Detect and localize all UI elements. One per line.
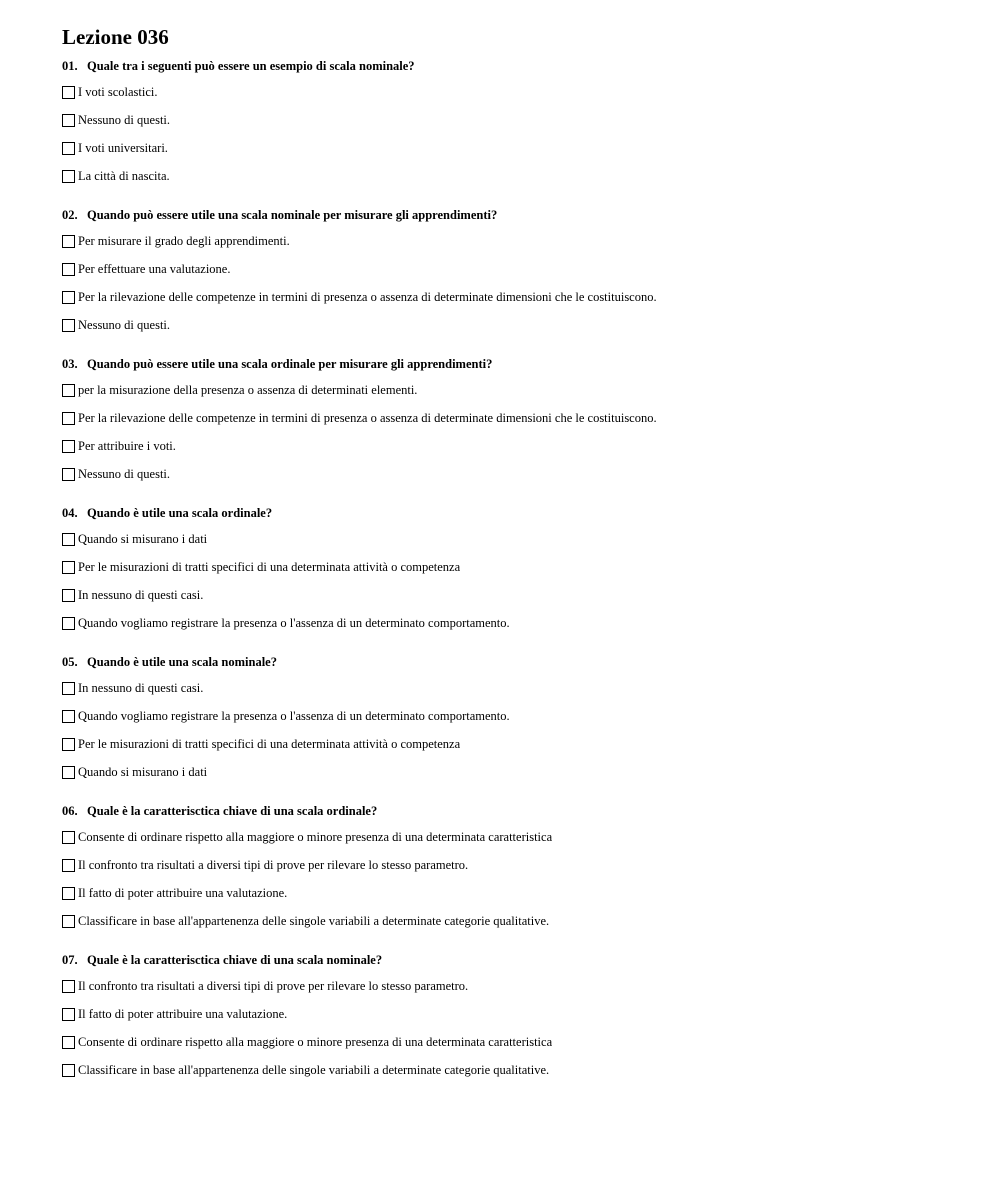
question-number: 04. [62, 506, 78, 520]
answer-label: Il fatto di poter attribuire una valutazione. [78, 1007, 288, 1021]
option-list [62, 376, 962, 488]
answer-option-1-4[interactable] [62, 162, 962, 190]
answer-label: Per le misurazioni di tratti specifici di una determinata attività o competenza [78, 560, 461, 574]
answer-checkbox[interactable] [62, 412, 75, 425]
answer-label: Per la rilevazione delle competenze in termini di presenza o assenza di determinate dimensioni che le costituiscono. [78, 411, 657, 425]
answer-option-1-1[interactable] [62, 78, 962, 106]
answer-option-4-1[interactable] [62, 525, 962, 553]
answer-option-2-2[interactable] [62, 255, 962, 283]
question-block-5 [62, 654, 962, 786]
answer-option-3-1[interactable] [62, 376, 962, 404]
answer-label: Il fatto di poter attribuire una valutazione. [78, 886, 288, 900]
answer-checkbox[interactable] [62, 114, 75, 127]
answer-checkbox[interactable] [62, 86, 75, 99]
answer-label: Nessuno di questi. [78, 318, 171, 332]
question-text: Quale tra i seguenti può essere un esempio di scala nominale? [87, 59, 415, 73]
answer-option-6-3[interactable] [62, 879, 962, 907]
answer-checkbox[interactable] [62, 859, 75, 872]
answer-option-5-4[interactable] [62, 758, 962, 786]
answer-option-4-2[interactable] [62, 553, 962, 581]
answer-option-3-2[interactable] [62, 404, 962, 432]
answer-option-3-4[interactable] [62, 460, 962, 488]
question-block-1 [62, 58, 962, 190]
answer-checkbox[interactable] [62, 766, 75, 779]
option-list [62, 972, 962, 1084]
answer-checkbox[interactable] [62, 142, 75, 155]
question-heading [62, 207, 962, 223]
answer-option-4-4[interactable] [62, 609, 962, 637]
quiz-page [62, 24, 962, 1101]
answer-checkbox[interactable] [62, 887, 75, 900]
answer-option-7-1[interactable] [62, 972, 962, 1000]
answer-label: Il confronto tra risultati a diversi tipi di prove per rilevare lo stesso parametro. [78, 858, 469, 872]
question-heading [62, 356, 962, 372]
answer-label: Quando si misurano i dati [78, 532, 208, 546]
answer-label: Il confronto tra risultati a diversi tipi di prove per rilevare lo stesso parametro. [78, 979, 469, 993]
answer-checkbox[interactable] [62, 319, 75, 332]
answer-label: Nessuno di questi. [78, 467, 171, 481]
answer-checkbox[interactable] [62, 617, 75, 630]
answer-option-7-3[interactable] [62, 1028, 962, 1056]
option-list [62, 78, 962, 190]
answer-checkbox[interactable] [62, 170, 75, 183]
answer-checkbox[interactable] [62, 831, 75, 844]
answer-label: Per la rilevazione delle competenze in termini di presenza o assenza di determinate dimensioni che le costituiscono. [78, 290, 657, 304]
answer-label: Per effettuare una valutazione. [78, 262, 231, 276]
answer-label: I voti universitari. [78, 141, 168, 155]
answer-label: Quando vogliamo registrare la presenza o l'assenza di un determinato comportamento. [78, 709, 510, 723]
answer-checkbox[interactable] [62, 440, 75, 453]
option-list [62, 674, 962, 786]
answer-option-4-3[interactable] [62, 581, 962, 609]
question-number: 01. [62, 59, 78, 73]
question-block-3 [62, 356, 962, 488]
answer-checkbox[interactable] [62, 291, 75, 304]
answer-label: Classificare in base all'appartenenza delle singole variabili a determinate categorie qualitative. [78, 1063, 550, 1077]
answer-label: Consente di ordinare rispetto alla maggiore o minore presenza di una determinata caratteristica [78, 830, 553, 844]
answer-checkbox[interactable] [62, 710, 75, 723]
option-list [62, 525, 962, 637]
question-heading [62, 654, 962, 670]
answer-checkbox[interactable] [62, 1036, 75, 1049]
answer-option-6-1[interactable] [62, 823, 962, 851]
question-text: Quale è la caratterisctica chiave di una scala ordinale? [87, 804, 378, 818]
question-block-6 [62, 803, 962, 935]
answer-option-2-3[interactable] [62, 283, 962, 311]
answer-checkbox[interactable] [62, 384, 75, 397]
answer-option-1-3[interactable] [62, 134, 962, 162]
answer-checkbox[interactable] [62, 682, 75, 695]
question-block-4 [62, 505, 962, 637]
question-text: Quale è la caratterisctica chiave di una scala nominale? [87, 953, 383, 967]
answer-option-2-4[interactable] [62, 311, 962, 339]
answer-checkbox[interactable] [62, 738, 75, 751]
question-heading [62, 58, 962, 74]
option-list [62, 823, 962, 935]
answer-checkbox[interactable] [62, 561, 75, 574]
question-number: 05. [62, 655, 78, 669]
answer-label: La città di nascita. [78, 169, 170, 183]
answer-checkbox[interactable] [62, 980, 75, 993]
answer-label: Per attribuire i voti. [78, 439, 176, 453]
question-text: Quando è utile una scala nominale? [87, 655, 277, 669]
question-text: Quando può essere utile una scala nominale per misurare gli apprendimenti? [87, 208, 498, 222]
answer-checkbox[interactable] [62, 235, 75, 248]
answer-option-7-2[interactable] [62, 1000, 962, 1028]
question-number: 07. [62, 953, 78, 967]
answer-checkbox[interactable] [62, 1008, 75, 1021]
answer-label: Quando vogliamo registrare la presenza o l'assenza di un determinato comportamento. [78, 616, 510, 630]
answer-label: Nessuno di questi. [78, 113, 171, 127]
answer-label: In nessuno di questi casi. [78, 681, 204, 695]
answer-label: Classificare in base all'appartenenza delle singole variabili a determinate categorie qualitative. [78, 914, 550, 928]
option-list [62, 227, 962, 339]
question-number: 02. [62, 208, 78, 222]
answer-label: Quando si misurano i dati [78, 765, 208, 779]
answer-label: per la misurazione della presenza o assenza di determinati elementi. [78, 383, 418, 397]
answer-option-3-3[interactable] [62, 432, 962, 460]
answer-label: I voti scolastici. [78, 85, 158, 99]
answer-label: Consente di ordinare rispetto alla maggiore o minore presenza di una determinata caratteristica [78, 1035, 553, 1049]
answer-label: Per misurare il grado degli apprendimenti. [78, 234, 290, 248]
question-text: Quando può essere utile una scala ordinale per misurare gli apprendimenti? [87, 357, 493, 371]
question-text: Quando è utile una scala ordinale? [87, 506, 273, 520]
answer-checkbox[interactable] [62, 533, 75, 546]
answer-checkbox[interactable] [62, 915, 75, 928]
answer-option-5-2[interactable] [62, 702, 962, 730]
question-number: 06. [62, 804, 78, 818]
answer-label: In nessuno di questi casi. [78, 588, 204, 602]
lesson-title: Lezione 036 [62, 25, 169, 49]
answer-option-6-4[interactable] [62, 907, 962, 935]
answer-checkbox[interactable] [62, 468, 75, 481]
answer-checkbox[interactable] [62, 263, 75, 276]
answer-option-1-2[interactable] [62, 106, 962, 134]
question-heading [62, 505, 962, 521]
answer-checkbox[interactable] [62, 1064, 75, 1077]
question-block-7 [62, 952, 962, 1084]
question-list [62, 58, 962, 1084]
question-heading [62, 952, 962, 968]
answer-option-6-2[interactable] [62, 851, 962, 879]
answer-option-5-3[interactable] [62, 730, 962, 758]
answer-option-2-1[interactable] [62, 227, 962, 255]
answer-checkbox[interactable] [62, 589, 75, 602]
question-heading [62, 803, 962, 819]
question-number: 03. [62, 357, 78, 371]
question-block-2 [62, 207, 962, 339]
answer-label: Per le misurazioni di tratti specifici di una determinata attività o competenza [78, 737, 461, 751]
answer-option-5-1[interactable] [62, 674, 962, 702]
answer-option-7-4[interactable] [62, 1056, 962, 1084]
